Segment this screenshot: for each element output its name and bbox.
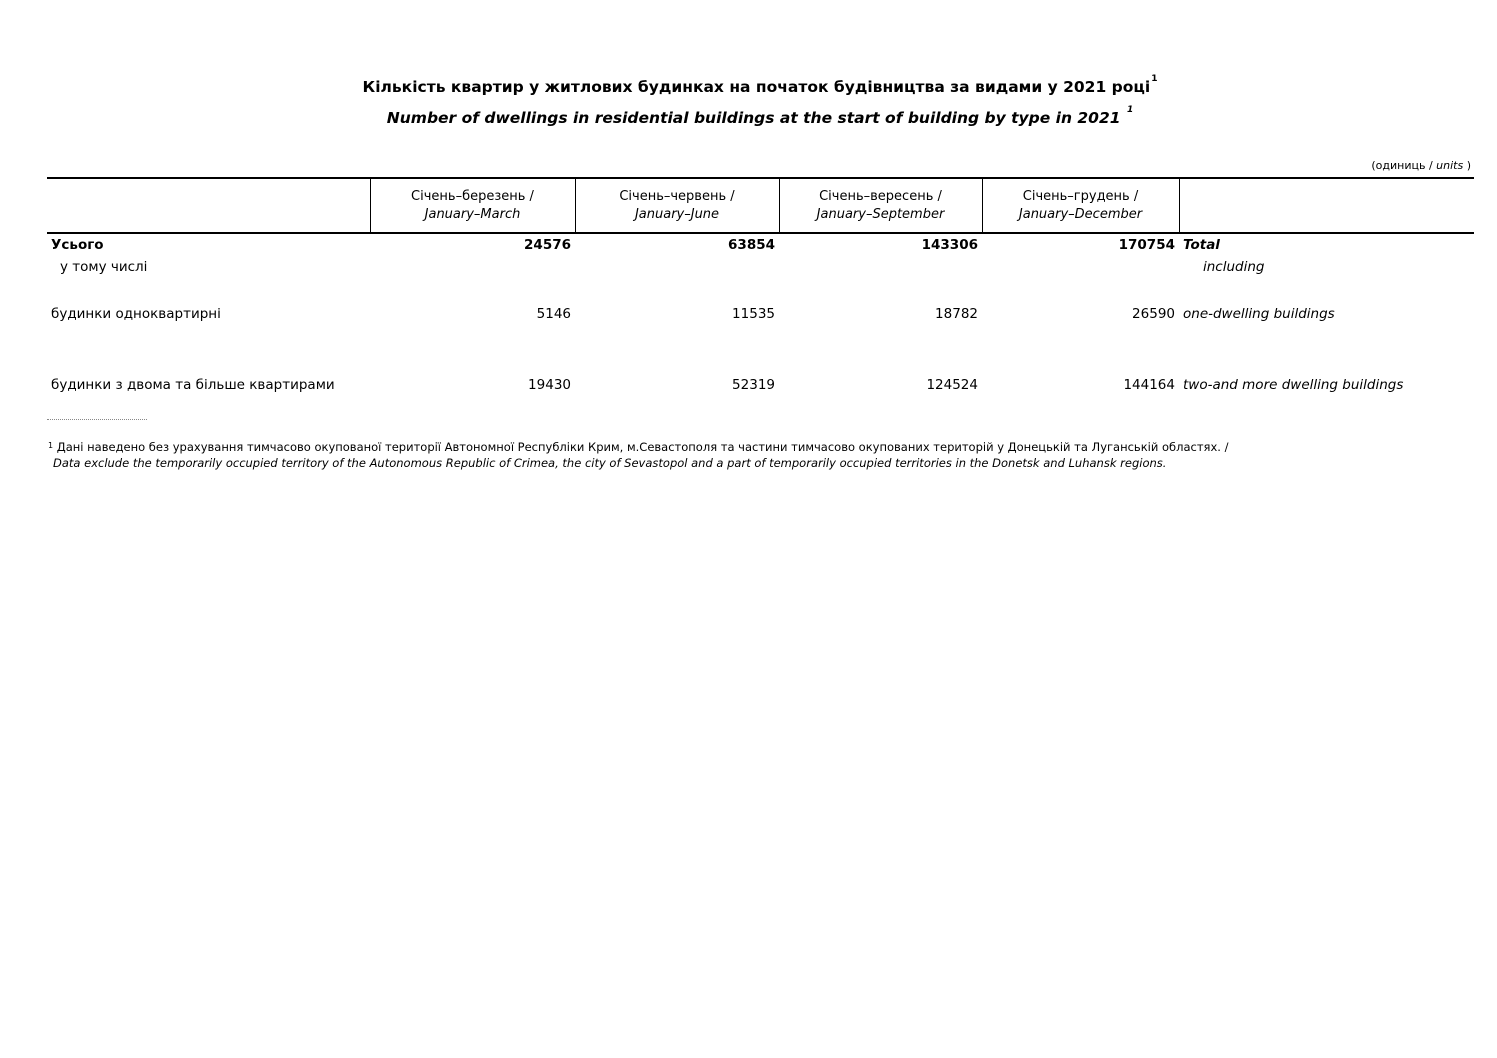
cell-value: 170754 (1118, 237, 1175, 253)
cell-empty (982, 256, 1179, 278)
title-uk-text: Кількість квартир у житлових будинках на початок будівництва за видами у 2021 році (362, 78, 1151, 96)
header-label-en: January–September (816, 206, 945, 222)
row-label-en: Total (1183, 237, 1220, 253)
table-row-multi-dwelling (47, 350, 1474, 420)
table-row-one-dwelling (47, 278, 1474, 350)
header-label-uk: Січень–червень / (619, 188, 735, 204)
header-label-en: January–March (424, 206, 521, 222)
header-january-march (370, 178, 575, 233)
footnote-en-text: Data exclude the temporarily occupied territory of the Autonomous Republic of Crimea, the city of Sevastopol and a part of temporarily occupied territories in the Donetsk and Luhansk regions. (53, 456, 1167, 470)
header-label-uk: Січень–березень / (411, 188, 534, 204)
header-blank-left (47, 178, 370, 233)
footnote-separator (47, 419, 147, 420)
cell-empty (370, 256, 575, 278)
table-header-row (47, 178, 1474, 233)
row-label-uk: Усього (51, 237, 104, 253)
header-blank-right (1179, 178, 1474, 233)
page-title-en (0, 105, 1497, 127)
header-january-september (779, 178, 982, 233)
units-uk: (одиниць / (1371, 159, 1437, 172)
cell-value: 11535 (732, 306, 775, 322)
row-label-en: including (1203, 259, 1265, 275)
cell-value: 63854 (728, 237, 775, 253)
cell-value: 124524 (926, 377, 978, 393)
row-label-uk: у тому числі (60, 259, 148, 275)
table-row-including (47, 256, 1474, 278)
footnote-uk-text: Дані наведено без урахування тимчасово окупованої території Автономної Республіки Крим, м.Севастополя та частини тимчасово окупованих територій у Донецькій та Луганській областях. / (53, 440, 1229, 454)
cell-value: 24576 (524, 237, 571, 253)
title-en-footnote-mark: 1 (1126, 105, 1134, 115)
row-label-uk: будинки з двома та більше квартирами (51, 377, 335, 393)
footnote-uk-line (48, 440, 1228, 454)
cell-value: 26590 (1132, 306, 1175, 322)
dwellings-table (47, 177, 1474, 420)
cell-value: 143306 (921, 237, 978, 253)
cell-value: 5146 (536, 306, 571, 322)
title-uk-footnote-mark: 1 (1151, 74, 1158, 84)
table-row-total (47, 233, 1474, 256)
cell-value: 144164 (1123, 377, 1175, 393)
cell-empty (575, 256, 779, 278)
row-label-uk: будинки одноквартирні (51, 306, 221, 322)
title-en-text: Number of dwellings in residential buildings at the start of building by type in 2021 (386, 109, 1121, 127)
cell-value: 18782 (935, 306, 978, 322)
page-title-uk (0, 74, 1497, 96)
header-label-en: January–June (634, 206, 720, 222)
cell-value: 52319 (732, 377, 775, 393)
units-note (1371, 159, 1471, 172)
footnote-mark: 1 (48, 441, 54, 450)
units-en: units (1436, 159, 1464, 172)
header-january-june (575, 178, 779, 233)
footnote (48, 439, 1228, 471)
units-close: ) (1463, 159, 1471, 172)
row-label-en: one-dwelling buildings (1183, 306, 1335, 322)
cell-value: 19430 (528, 377, 571, 393)
header-january-december (982, 178, 1179, 233)
cell-empty (779, 256, 982, 278)
header-label-uk: Січень–грудень / (1022, 188, 1139, 204)
row-label-en: two-and more dwelling buildings (1183, 377, 1404, 393)
header-label-uk: Січень–вересень / (819, 188, 942, 204)
header-label-en: January–December (1018, 206, 1143, 222)
